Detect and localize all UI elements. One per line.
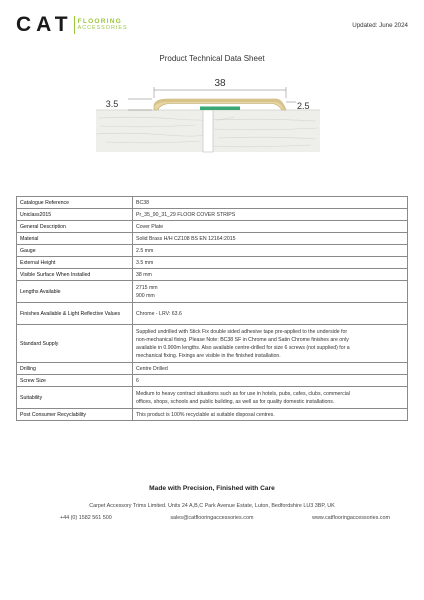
footer-contacts	[60, 515, 390, 521]
spec-value	[133, 375, 408, 387]
spec-value	[133, 209, 408, 221]
spec-row	[17, 233, 408, 245]
spec-row	[17, 363, 408, 375]
profile-diagram	[96, 72, 320, 168]
spec-key: General Description	[17, 221, 133, 233]
spec-key: Lengths Available	[17, 281, 133, 303]
spec-row	[17, 221, 408, 233]
spec-key: Catalogue Reference	[17, 197, 133, 209]
spec-value-line: 6	[136, 377, 139, 384]
spec-key: Visible Surface When Installed	[17, 269, 133, 281]
spec-row	[17, 375, 408, 387]
brand-sub-accessories: ACCESSORIES	[77, 25, 128, 31]
spec-value-line: Solid Brass H/H CZ108 BS EN 12164:2015	[136, 235, 236, 242]
spec-value	[133, 303, 408, 325]
spec-row	[17, 325, 408, 363]
spec-table	[16, 196, 408, 421]
spec-value-line: mechanical fixing. Fixings are visible in the finished installation.	[136, 352, 281, 359]
spec-value-line: Cover Plate	[136, 223, 164, 230]
spec-row	[17, 303, 408, 325]
spec-value	[133, 409, 408, 421]
spec-value	[133, 281, 408, 303]
spec-value-line: offices, shops, schools and public building, as well as for quality domestic installations.	[136, 398, 335, 405]
spec-key: Uniclass2015	[17, 209, 133, 221]
footer-email[interactable]: sales@catflooringaccessories.com	[170, 515, 254, 521]
logo-divider	[74, 16, 75, 34]
spec-value-line: 2715 mm	[136, 284, 158, 291]
spec-key: Standard Supply	[17, 325, 133, 363]
brand-name: CAT	[16, 13, 73, 36]
spec-row	[17, 387, 408, 409]
footer-phone: +44 (0) 1582 561 500	[60, 515, 112, 521]
spec-value	[133, 233, 408, 245]
floor-joint-gap	[203, 110, 213, 152]
spec-value-line: Medium to heavy contract situations such as for use in hotels, pubs, cafes, clubs, commercial	[136, 390, 350, 397]
spec-key: Drilling	[17, 363, 133, 375]
spec-value	[133, 363, 408, 375]
document-title: Product Technical Data Sheet	[159, 54, 265, 63]
brand-logo	[16, 14, 128, 36]
spec-value	[133, 197, 408, 209]
spec-value	[133, 325, 408, 363]
adhesive-tape	[200, 107, 240, 111]
spec-value-line: Supplied undrilled with Stick Fix double sided adhesive tape pre-applied to the underside for	[136, 328, 348, 335]
width-label: 38	[214, 78, 226, 89]
spec-key: Screw Size	[17, 375, 133, 387]
spec-key: Post Consumer Recyclability	[17, 409, 133, 421]
spec-key: External Height	[17, 257, 133, 269]
spec-key: Suitability	[17, 387, 133, 409]
spec-value	[133, 257, 408, 269]
spec-value	[133, 387, 408, 409]
right-height-label: 2.5	[297, 101, 310, 111]
spec-row	[17, 209, 408, 221]
spec-row	[17, 269, 408, 281]
spec-value-line: BC38	[136, 199, 149, 206]
spec-row	[17, 281, 408, 303]
spec-value-line: 38 mm	[136, 271, 152, 278]
spec-value	[133, 245, 408, 257]
spec-value	[133, 269, 408, 281]
spec-key: Finishes Available & Light Reflective Values	[17, 303, 133, 325]
spec-value-line: This product is 100% recyclable at suitable disposal centres.	[136, 411, 275, 418]
spec-value-line: available in 0.900m lengths. Also available centre-drilled for size 6 screws (not supplied) for a	[136, 344, 350, 351]
spec-row	[17, 197, 408, 209]
footer-address: Carpet Accessory Trims Limited. Units 24 A,B,C Park Avenue Estate, Luton, Bedfordshire LU3 3BP, UK	[89, 503, 335, 509]
spec-key: Material	[17, 233, 133, 245]
spec-value	[133, 221, 408, 233]
spec-value-line: 900 mm	[136, 292, 155, 299]
brand-sub-flooring: FLOORING	[77, 18, 123, 25]
page-header	[16, 14, 408, 40]
floor-right	[208, 110, 320, 152]
footer-tagline: Made with Precision, Finished with Care	[149, 485, 275, 492]
left-height-label: 3.5	[105, 99, 119, 109]
spec-value-line: 2.5 mm	[136, 247, 154, 254]
spec-row	[17, 257, 408, 269]
footer-website[interactable]: www.catflooringaccessories.com	[312, 515, 390, 521]
spec-key: Gauge	[17, 245, 133, 257]
brand-subtitle	[78, 18, 128, 32]
spec-value-line: Chrome - LRV: 63.6	[136, 310, 182, 317]
floor-left	[96, 110, 208, 152]
updated-date: Updated: June 2024	[352, 22, 408, 29]
spec-value-line: Centre Drilled	[136, 365, 168, 372]
spec-value-line: 3.5 mm	[136, 259, 154, 266]
spec-row	[17, 245, 408, 257]
spec-value-line: non-mechanical fixing. Please Note: BC38 SF in Chrome and Satin Chrome finishes are only	[136, 336, 349, 343]
spec-value-line: Pr_35_90_31_29 FLOOR COVER STRIPS	[136, 211, 236, 218]
spec-row	[17, 409, 408, 421]
